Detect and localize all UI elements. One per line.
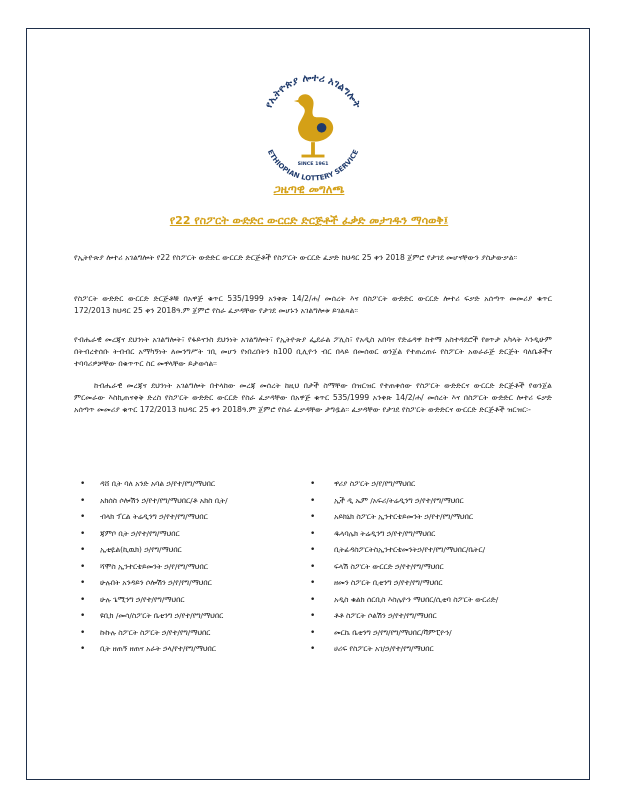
logo-bottom-text: ETHIOPIAN LOTTERY SERVICE: [265, 148, 361, 183]
swan-emblem-icon: [294, 94, 333, 157]
list-item: • ዋሪያ ስፖርት ኃ/የ/የግ/ማህበር: [310, 478, 560, 495]
list-item: • ዩቢክ /መሳ/ስፖርት ቤቲንግ ኃ/የተ/የግ/ማህበር: [80, 610, 300, 627]
list-item: • ቶቶ ስፖርት ሶልሽን ኃ/የተ/የግ/ማህበር: [310, 610, 560, 627]
list-item: • አክሰስ ሶሎሽን ኃ/የተ/የግ/ማህበር/ቶ አክስ ቢት/: [80, 495, 300, 512]
press-release-heading: ጋዜጣዊ መግለጫ: [273, 182, 345, 196]
list-item: • ዳሸ ቢት ባለ አንድ አባል ኃ/የተ/የግ/ማህበር: [80, 478, 300, 495]
list-item: • መርኬ ቤቲንግ ኃ/የግ/የግ/ማህበር/ቫምፒዮን/: [310, 627, 560, 644]
list-item: • ብላክ ፕርል ትሬዲንግ ኃ/የተ/የግ/ማህበር: [80, 511, 300, 528]
list-item: • ፍላሽ ስፖርት ውርርድ ኃ/የተ/የግ/ማህበር: [310, 561, 560, 578]
suspended-companies-list-left: [80, 478, 300, 660]
list-item: • ቢት ዘጠኝ ዘጠና አራት ኃላ/የተ/የግ/ማህበር: [80, 643, 300, 660]
paragraph-4: ከብሔራዊ መረጃና ደህንነት አገልግሎት በተላከው መረጃ መሰረት ከዚህ በታች ስማቸው በዝርዝር የተጠቀሰው የስፖርት ውድድርና ውርርድ ድርጅቶች የወንጀል ምርመራው እስኪጠናቀቅ ድረስ የስፖርት ውድድር ውርርድ የስራ ፈቃዳቸው በአዋጅ ቁጥር 535/1999 አንቀጽ 14/2/ሐ/ መሰረት እና በስፖርት ውድድር ሎተሪ ፍቃድ አሰጣጥ መመሪያ ቁጥር 172/2013 ከህዳር 25 ቀን 2018ዓ.ም ጀምሮ የስራ ፈቃዳቸው ታግዷል፡፡ ፈቃዳቸው የታገደ የስፖርት ውድድርና ውርርድ ድርጅቶች ዝርዝር፡-: [74, 381, 552, 414]
list-item: • ሁሉ ጌሚንግ ኃ/የተ/የግ/ማህበር: [80, 594, 300, 611]
list-item: • አይክኒክ ስፖርት ኢንተርቴይመንት ኃ/የተ/የግ/ማህበር: [310, 511, 560, 528]
paragraph-1: የኢትዮጵያ ሎተሪ አገልግሎት የ22 የስፖርት ውድድር ውርርድ ድርጅቶች የስፖርት ውርርድ ፈቃድ ከህዳር 25 ቀን 2018 ጀምሮ የታገደ መሆናቸውን ያስታውቃል፡፡: [74, 253, 518, 262]
list-item: • ቢትፊዳስፖርትስኢንተርቴመንትኃ/የተ/የግ/ማህበር/ቤትር/: [310, 544, 560, 561]
list-item: • ጃምቦ ቢት ኃ/የተ/የግ/ማህበር: [80, 528, 300, 545]
suspended-companies-list-right: [310, 478, 560, 660]
list-item: • ዘመን ስፖርት ቢቲንግ ኃ/የተ/የግ/ማህበር: [310, 577, 560, 594]
list-item: • አዲስ ቁልክ ሰርቢስ እስሌዮን ማህበር/ሲቲባ ስፖርት ውርሪድ/: [310, 594, 560, 611]
list-item: • ኩኩሉ ስፖርት ስፖርት ኃ/የተ/የግ/ማህበር: [80, 627, 300, 644]
list-item: • ሀሪፍ የስፖርት አገ/ኃ/የተ/የግ/ማህበር: [310, 643, 560, 660]
paragraph-3: የብሔራዊ መረጃና ደህንነት አገልግሎት፣ የፋይናንስ ደህንነት አገልግሎት፣ የኢትዮጵያ ፌደራል ፖሊስ፣ የአዲስ አበባና የድሬዳዋ ከተማ አስተዳደሮች የፀጥታ አካላት እንዲሁም በትብረተሰቡ ትብብር አማካኝነት ለመንግሥት ገቢ መሆን የነበረበትን ከ100 ቢሊዮን ብር በላይ በመሰወር ወንጀል የተጠረጠሩ የስፖርት አወራራጅ ድርጅት ባለቤቶችና ተባባሪዎቻቸው በቁጥጥር ስር መዋላቸው ይታወሳል፡፡: [74, 335, 552, 368]
list-item: • ዱላባሌክ ትሬዲንግ ኃ/የተ/የግ/ማህበር: [310, 528, 560, 545]
logo-top-text: የኢትዮጵያ ሎተሪ አገልግሎት: [263, 72, 363, 111]
list-item: • ሻሞስ ኢንተርቴይመንት ኃ/የ/የግ/ማህበር: [80, 561, 300, 578]
ethiopian-lottery-service-logo: [246, 56, 380, 190]
list-item: • ሁሉበት አንዳይን ሶሎሽን ኃ/የ/የግ/ማህበር: [80, 577, 300, 594]
logo-since-text: SINCE 1961: [297, 162, 329, 168]
list-item: • ኢች ዲ ኤም /አፍሪ/ትሬዲንግ ኃ/የተ/የግ/ማህበር: [310, 495, 560, 512]
paragraph-2: የስፖርት ውድድር ውርርድ ድርጅቶቹ በአዋጅ ቁጥር 535/1999 አንቀጽ 14/2/ሐ/ መሰረት እና በስፖርት ውድድር ውርርድ ሎተሪ ፍቃድ አሰጣጥ መመሪያ ቁጥር 172/2013 ከህዳር 25 ቀን 2018ዓ.ም ጀምሮ የስራ ፈቃዳቸው የታገደ መሆኑን አገልግሎቱ ይገልጻል፡፡: [74, 294, 552, 315]
notice-title: የ22 የስፖርት ውድድር ውርርድ ድርጅቶች ፈቃድ መታገዱን ማሳወቅ፤: [169, 214, 449, 227]
list-item: • ኢቲዬል(ኪዉክ) ኃ/የግ/ማህበር: [80, 544, 300, 561]
